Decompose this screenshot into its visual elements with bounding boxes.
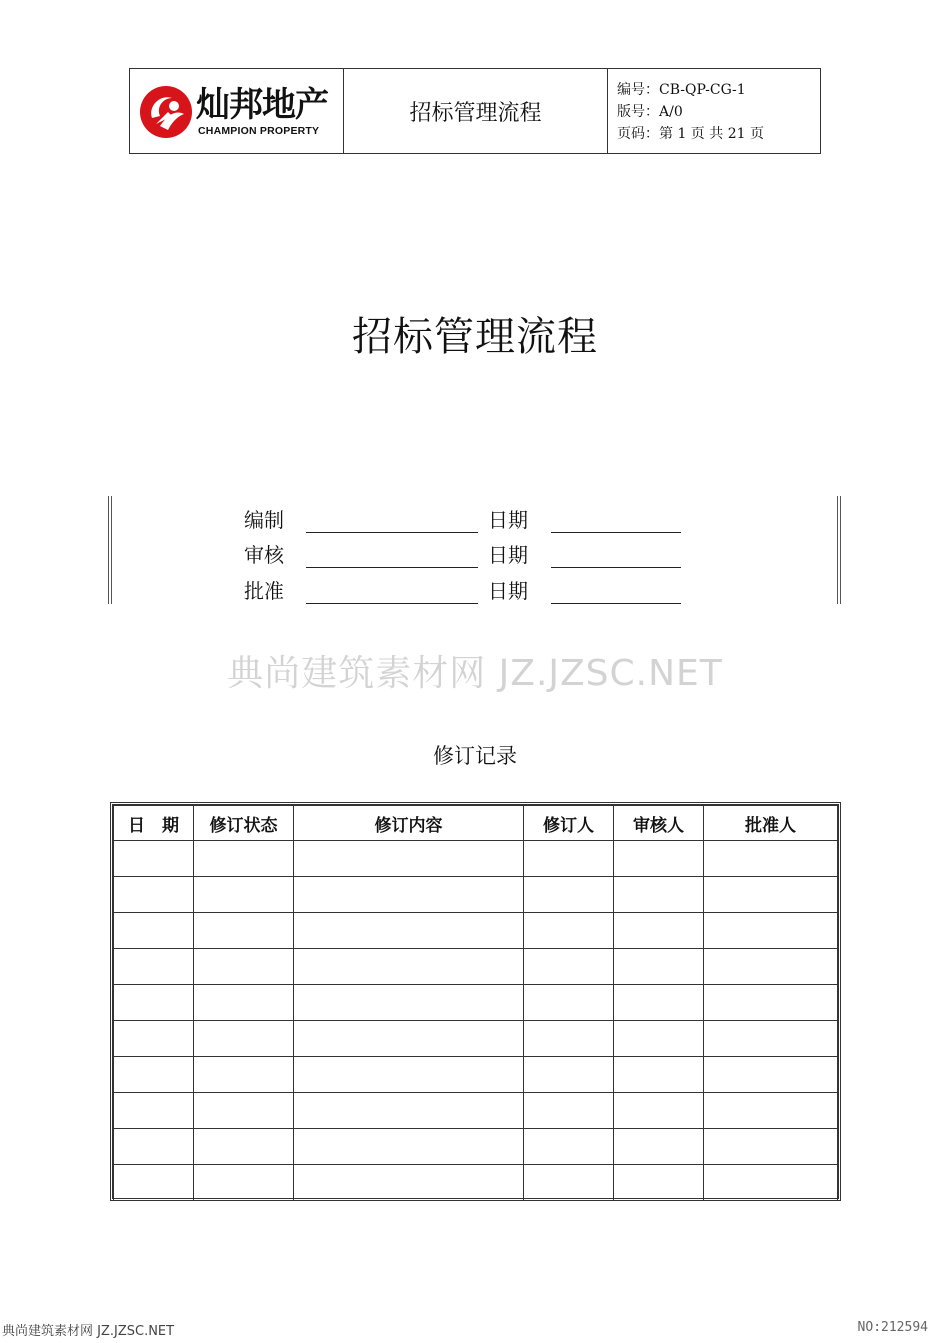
table-cell[interactable] — [614, 1021, 704, 1057]
col-reviewer: 审核人 — [614, 806, 704, 841]
table-cell[interactable] — [294, 1057, 524, 1093]
table-cell[interactable] — [614, 1057, 704, 1093]
col-reviser: 修订人 — [524, 806, 614, 841]
table-cell[interactable] — [524, 1021, 614, 1057]
champion-logo-icon — [138, 84, 194, 140]
table-cell[interactable] — [704, 949, 838, 985]
prepare-date-label: 日期 — [488, 508, 528, 532]
table-cell[interactable] — [294, 1093, 524, 1129]
table-cell[interactable] — [704, 1129, 838, 1165]
table-cell[interactable] — [114, 949, 194, 985]
table-cell[interactable] — [524, 1129, 614, 1165]
table-cell[interactable] — [294, 841, 524, 877]
approve-date-field[interactable] — [551, 603, 681, 604]
review-date-label: 日期 — [488, 543, 528, 567]
table-cell[interactable] — [704, 877, 838, 913]
table-cell[interactable] — [114, 1165, 194, 1201]
col-content: 修订内容 — [294, 806, 524, 841]
table-cell[interactable] — [524, 1165, 614, 1201]
table-cell[interactable] — [114, 841, 194, 877]
table-cell[interactable] — [614, 1093, 704, 1129]
revision-title: 修订记录 — [433, 744, 517, 768]
table-cell[interactable] — [614, 877, 704, 913]
table-row — [114, 985, 838, 1021]
table-row — [114, 1129, 838, 1165]
footer-source: 典尚建筑素材网 JZ.JZSC.NET — [2, 1324, 175, 1339]
page-number: 页码：第 1 页 共 21 页 — [617, 126, 764, 142]
table-row — [114, 1021, 838, 1057]
table-cell[interactable] — [614, 841, 704, 877]
footer-number: NO:212594 — [857, 1320, 928, 1335]
revision-header-row — [114, 806, 838, 841]
table-cell[interactable] — [614, 949, 704, 985]
table-cell[interactable] — [294, 1129, 524, 1165]
table-cell[interactable] — [114, 985, 194, 1021]
doc-number: 编号：CB-QP-CG-1 — [617, 82, 746, 98]
table-cell[interactable] — [704, 913, 838, 949]
table-cell[interactable] — [524, 913, 614, 949]
table-row — [114, 949, 838, 985]
table-cell[interactable] — [194, 1057, 294, 1093]
table-cell[interactable] — [194, 841, 294, 877]
table-cell[interactable] — [704, 1165, 838, 1201]
header-title: 招标管理流程 — [344, 69, 608, 153]
table-row — [114, 877, 838, 913]
revision-table — [110, 802, 841, 1201]
table-row — [114, 841, 838, 877]
table-cell[interactable] — [294, 877, 524, 913]
logo-chinese-name: 灿邦地产 — [196, 85, 328, 125]
table-cell[interactable] — [194, 913, 294, 949]
table-cell[interactable] — [704, 1093, 838, 1129]
review-date-field[interactable] — [551, 567, 681, 568]
table-cell[interactable] — [114, 913, 194, 949]
table-cell[interactable] — [524, 877, 614, 913]
table-row — [114, 913, 838, 949]
table-cell[interactable] — [524, 985, 614, 1021]
signoff-row-approve — [108, 569, 842, 603]
table-cell[interactable] — [614, 985, 704, 1021]
review-label: 审核 — [244, 543, 284, 567]
col-approver: 批准人 — [704, 806, 838, 841]
table-cell[interactable] — [114, 1021, 194, 1057]
company-logo — [130, 69, 344, 153]
table-cell[interactable] — [194, 949, 294, 985]
table-cell[interactable] — [194, 1129, 294, 1165]
table-cell[interactable] — [114, 1129, 194, 1165]
doc-version: 版号：A/0 — [617, 104, 683, 120]
table-cell[interactable] — [194, 877, 294, 913]
table-cell[interactable] — [614, 1165, 704, 1201]
table-cell[interactable] — [614, 913, 704, 949]
table-cell[interactable] — [294, 1165, 524, 1201]
table-row — [114, 1093, 838, 1129]
table-cell[interactable] — [704, 1057, 838, 1093]
table-cell[interactable] — [524, 949, 614, 985]
table-row — [114, 1165, 838, 1201]
col-date: 日 期 — [114, 806, 194, 841]
watermark-text: 典尚建筑素材网 JZ.JZSC.NET — [227, 653, 723, 694]
table-row — [114, 1057, 838, 1093]
logo-english-name: CHAMPION PROPERTY — [198, 125, 320, 137]
table-cell[interactable] — [294, 949, 524, 985]
table-cell[interactable] — [524, 1057, 614, 1093]
table-cell[interactable] — [294, 985, 524, 1021]
prepare-label: 编制 — [244, 508, 284, 532]
table-cell[interactable] — [704, 1021, 838, 1057]
table-cell[interactable] — [114, 877, 194, 913]
review-signature-field[interactable] — [306, 567, 478, 568]
table-cell[interactable] — [704, 985, 838, 1021]
signoff-row-review — [108, 533, 842, 567]
table-cell[interactable] — [524, 841, 614, 877]
table-cell[interactable] — [194, 1165, 294, 1201]
table-cell[interactable] — [114, 1057, 194, 1093]
table-cell[interactable] — [194, 1093, 294, 1129]
page-title: 招标管理流程 — [352, 314, 598, 360]
table-cell[interactable] — [614, 1129, 704, 1165]
approve-date-label: 日期 — [488, 579, 528, 603]
approve-label: 批准 — [244, 579, 284, 603]
header-meta — [608, 69, 820, 153]
table-cell[interactable] — [524, 1093, 614, 1129]
table-cell[interactable] — [704, 841, 838, 877]
revision-table-body — [114, 841, 838, 1201]
table-cell[interactable] — [294, 1021, 524, 1057]
document-header — [129, 68, 821, 154]
table-cell[interactable] — [294, 913, 524, 949]
signoff-row-prepare — [108, 498, 842, 532]
table-cell[interactable] — [194, 985, 294, 1021]
signoff-block — [108, 496, 842, 604]
table-cell[interactable] — [194, 1021, 294, 1057]
table-cell[interactable] — [114, 1093, 194, 1129]
col-status: 修订状态 — [194, 806, 294, 841]
approve-signature-field[interactable] — [306, 603, 478, 604]
